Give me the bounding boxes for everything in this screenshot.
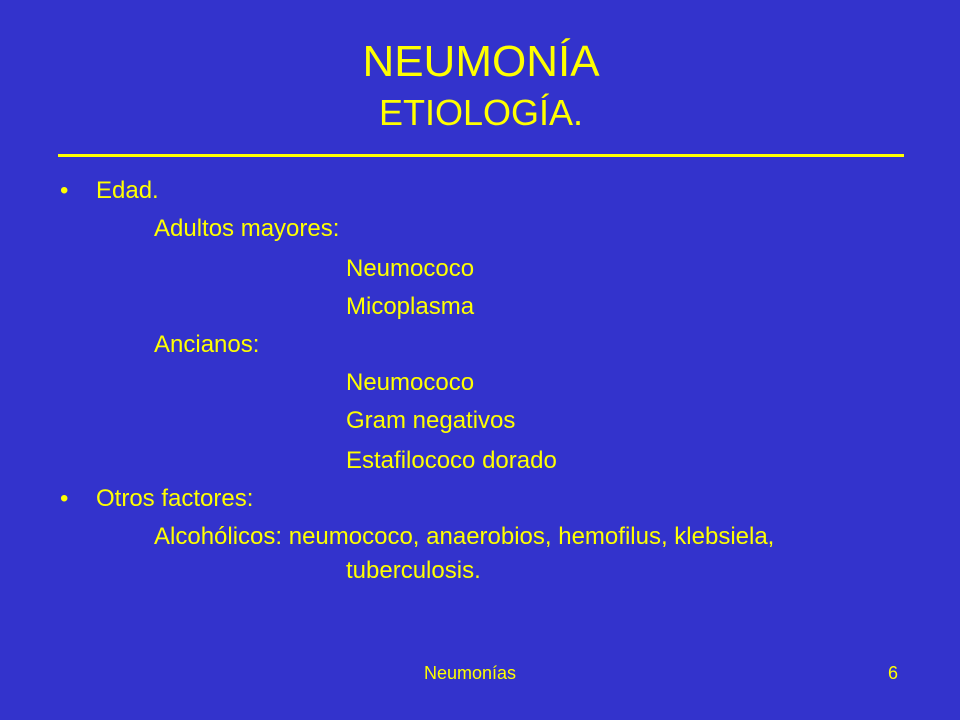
title-main: NEUMONÍA [362, 37, 600, 86]
bullet-marker: • [60, 485, 69, 512]
list-item: Micoplasma [346, 293, 475, 320]
bullet-edad: Edad. [96, 177, 159, 204]
alcoholicos-line: Alcohólicos: neumococo, anaerobios, hemofilus, klebsiela, [154, 523, 775, 550]
heading-adultos-mayores: Adultos mayores: [154, 215, 340, 242]
title-divider [58, 154, 904, 157]
bullet-otros-factores: Otros factores: [96, 485, 254, 512]
heading-ancianos: Ancianos: [154, 331, 260, 358]
title-subtitle: ETIOLOGÍA. [378, 92, 584, 133]
list-item: Gram negativos [346, 407, 516, 434]
page-number: 6 [888, 663, 899, 683]
bullet-marker: • [60, 177, 69, 204]
list-item: Estafilococo dorado [346, 447, 557, 474]
footer-title: Neumonías [424, 663, 517, 683]
slide-title [58, 34, 904, 136]
alcoholicos-line-continuation: tuberculosis. [346, 557, 481, 584]
list-item: Neumococo [346, 369, 475, 396]
list-item: Neumococo [346, 255, 475, 282]
